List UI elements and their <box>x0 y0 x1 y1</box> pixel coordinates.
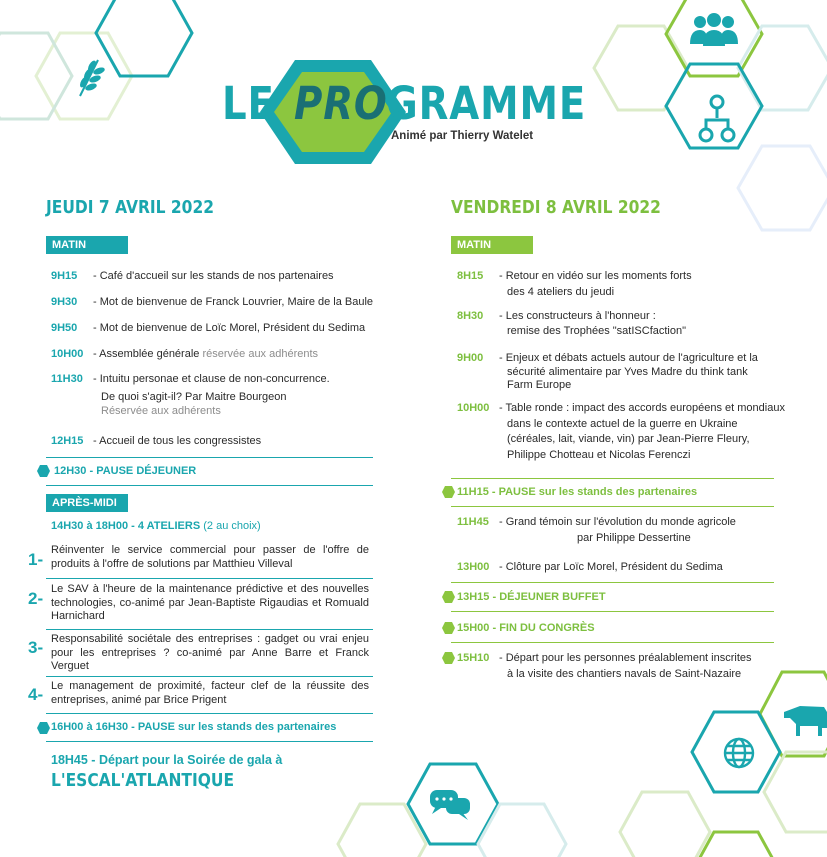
hexagon-bullet-icon <box>37 722 50 734</box>
divider <box>46 485 373 486</box>
day2-time: 15H10 <box>457 652 490 664</box>
day1-title: JEUDI 7 AVRIL 2022 <box>46 197 214 218</box>
network-icon <box>700 96 734 141</box>
day2-item-line: Farm Europe <box>507 379 572 391</box>
pause-note: sur les stands des partenaires <box>538 486 698 498</box>
day2-item-line: sécurité alimentaire par Yves Madre du think tank <box>507 366 748 378</box>
day2-time: 11H45 <box>457 516 489 528</box>
hexagon-bullet-icon <box>442 486 455 498</box>
day2-morning-band: MATIN <box>451 236 533 254</box>
day2-pause <box>457 486 697 498</box>
day2-time: 8H30 <box>457 310 484 322</box>
gala-line: 18H45 - Départ pour la Soirée de gala à <box>51 753 283 767</box>
day1-item-line2: De quoi s'agit-il? Par Maitre Bourgeon <box>101 391 287 403</box>
day2-item-line: remise des Trophées "satISCfaction" <box>507 325 687 337</box>
day1-item: - Mot de bienvenue de Loïc Morel, Président du Sedima <box>93 322 366 334</box>
day1-lunch: 12H30 - PAUSE DÉJEUNER <box>54 465 197 477</box>
item-text: - Assemblée générale <box>93 348 200 360</box>
divider <box>46 457 373 458</box>
divider <box>46 713 373 714</box>
cow-icon <box>784 706 827 736</box>
item-note: réservée aux adhérents <box>202 348 319 360</box>
divider <box>46 676 373 677</box>
day2-item-line: à la visite des chantiers navals de Saint-Nazaire <box>507 668 742 680</box>
title-gramme: GRAMME <box>386 77 587 130</box>
divider <box>46 741 373 742</box>
day2-title: VENDREDI 8 AVRIL 2022 <box>451 197 661 218</box>
day1-time: 9H30 <box>51 296 78 308</box>
day2-time: 10H00 <box>457 402 490 414</box>
day2-time: 8H15 <box>457 270 484 282</box>
day2-buffet: 13H15 - DÉJEUNER BUFFET <box>457 591 606 603</box>
day2-item-line: - Les constructeurs à l'honneur : <box>499 310 656 322</box>
wheat-icon <box>78 59 105 96</box>
day2-end: 15H00 - FIN DU CONGRÈS <box>457 622 595 634</box>
divider <box>451 478 774 479</box>
divider <box>451 611 774 612</box>
day2-item-line: - Grand témoin sur l'évolution du monde agricole <box>499 516 736 528</box>
workshop-item: Le management de proximité, facteur clef de la réussite des entreprises, animé par Brice Prigent <box>51 680 369 706</box>
day1-afternoon-band: APRÈS-MIDI <box>46 494 128 512</box>
day1-item: - Accueil de tous les congressistes <box>93 435 262 447</box>
pause-label: 11H15 - PAUSE <box>457 486 536 498</box>
day2-item-line: - Enjeux et débats actuels autour de l'agriculture et la <box>499 352 758 364</box>
workshop-number: 3- <box>28 638 44 657</box>
workshop-item: Réinventer le service commercial pour passer de l'offre de produits à l'offre de solutions par Matthieu Villeval <box>51 544 369 570</box>
day1-item <box>93 348 318 362</box>
day1-pause <box>51 721 336 733</box>
divider <box>46 629 373 630</box>
pause-note: sur les stands des partenaires <box>177 721 337 733</box>
workshop-item: Responsabilité sociétale des entreprises : gadget ou vrai enjeu pour les entreprises ? co-animé par Anne Barre et Franck Verguet <box>51 633 369 672</box>
day1-item: - Mot de bienvenue de Franck Louvrier, Maire de la Baule <box>93 296 374 308</box>
workshop-number: 4- <box>28 685 44 704</box>
day1-item: - Café d'accueil sur les stands de nos partenaires <box>93 270 334 282</box>
program-title <box>218 58 588 168</box>
hexagon-bullet-icon <box>37 465 50 477</box>
gala-venue: L'ESCAL'ATLANTIQUE <box>51 770 235 791</box>
workshops-title <box>51 520 261 534</box>
subtitle: Animé par Thierry Watelet <box>391 130 534 142</box>
speech-bubbles-icon <box>430 790 470 820</box>
day1-time: 10H00 <box>51 348 84 360</box>
workshop-number: 2- <box>28 589 44 608</box>
workshops-title-text: 14H30 à 18H00 - 4 ATELIERS <box>51 520 201 532</box>
day2-time: 13H00 <box>457 561 490 573</box>
day1-time: 9H50 <box>51 322 78 334</box>
day2-item-line: par Philippe Dessertine <box>577 532 691 544</box>
day2-item-line: - Clôture par Loïc Morel, Président du Sedima <box>499 561 723 573</box>
people-icon <box>690 13 738 46</box>
day1-item: - Intuitu personae et clause de non-concurrence. <box>93 373 330 385</box>
workshop-item: Le SAV à l'heure de la maintenance prédictive et des nouvelles technologies, co-animé par Jean-Baptiste Rigaudias et Romuald Harnichard <box>51 583 369 622</box>
day2-time: 9H00 <box>457 352 484 364</box>
workshops-note: (2 au choix) <box>203 520 261 532</box>
title-pro: PRO <box>294 77 388 130</box>
day2-item-line: - Départ pour les personnes préalablement inscrites <box>499 652 752 664</box>
day2-item-line: dans le contexte actuel de la guerre en Ukraine <box>507 418 738 430</box>
day1-morning-band: MATIN <box>46 236 128 254</box>
day2-item-line: (céréales, lait, viande, vin) par Jean-Pierre Fleury, <box>507 433 750 445</box>
day1-time: 11H30 <box>51 373 83 385</box>
title-le: LE <box>222 77 275 130</box>
pause-label: 16H00 à 16H30 - PAUSE <box>51 721 175 733</box>
day1-time: 9H15 <box>51 270 78 282</box>
day1-time: 12H15 <box>51 435 84 447</box>
divider <box>451 642 774 643</box>
day2-item-line: - Retour en vidéo sur les moments forts <box>499 270 692 282</box>
hexagon-bullet-icon <box>442 652 455 664</box>
day2-item-line: des 4 ateliers du jeudi <box>507 286 615 298</box>
workshop-number: 1- <box>28 550 44 569</box>
day2-item-line: - Table ronde : impact des accords européens et mondiaux <box>499 402 785 414</box>
divider <box>451 506 774 507</box>
hexagon-bullet-icon <box>442 591 455 603</box>
globe-icon <box>725 739 753 767</box>
divider <box>451 582 774 583</box>
hexagon-bullet-icon <box>442 622 455 634</box>
day2-item-line: Philippe Chotteau et Nicolas Ferenczi <box>507 449 691 461</box>
divider <box>46 578 373 579</box>
day1-item-line3: Réservée aux adhérents <box>101 405 221 417</box>
